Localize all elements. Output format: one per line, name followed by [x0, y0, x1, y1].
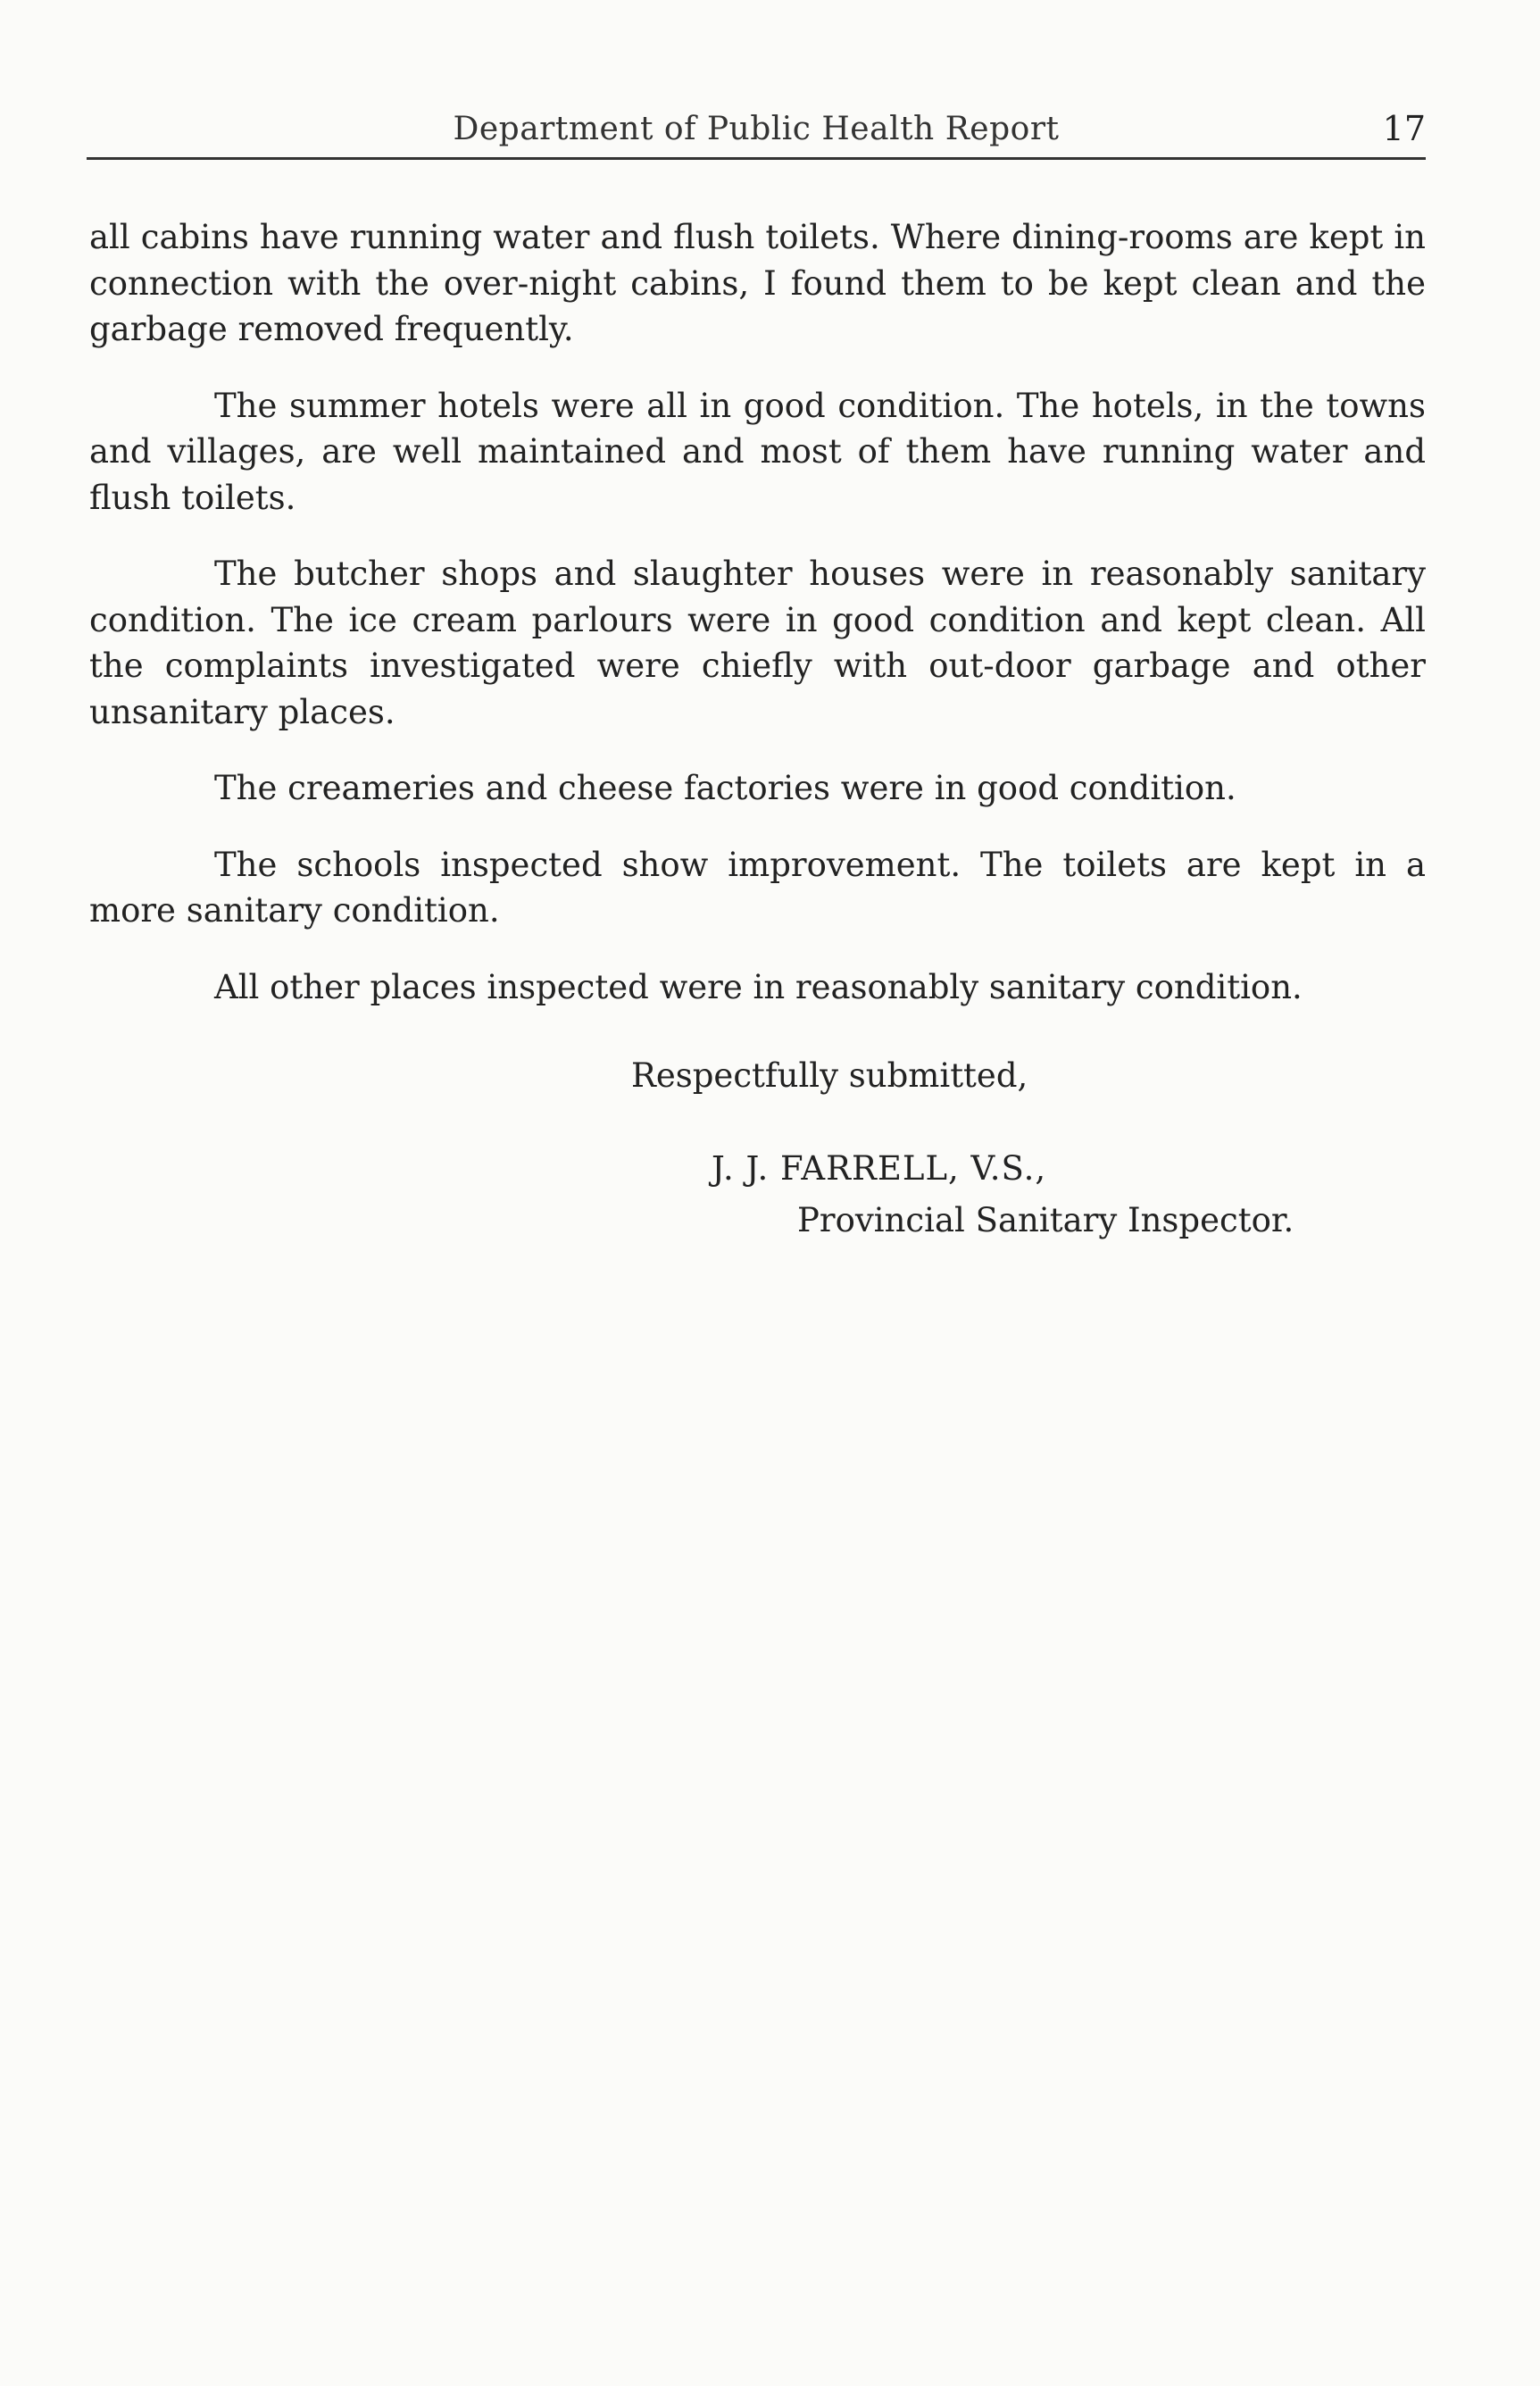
- paragraph-creameries: The creameries and cheese factories were in good condition.: [214, 769, 1236, 807]
- signature-title: Provincial Sanitary Inspector.: [797, 1201, 1294, 1239]
- paragraph-cabins: all cabins have running water and flush toilets. Where dining-rooms are kept in connection with the over-night cabins, I found them to be kept clean and the garbage removed frequently.: [89, 218, 1426, 348]
- paragraph-butcher-shops: The butcher shops and slaughter houses were in reasonably sanitary condition. The ice cream parlours were in good condition and kept clean. All the complaints investigated were chiefly with out-door garbage and other unsanitary places.: [89, 555, 1426, 731]
- paragraph-hotels: The summer hotels were all in good condition. The hotels, in the towns and villages, are well maintained and most of them have running water and flush toilets.: [89, 386, 1426, 517]
- header-rule: [87, 157, 1426, 160]
- page-number: 17: [1382, 109, 1426, 148]
- paragraph-schools: The schools inspected show improvement. The toilets are kept in a more sanitary condition.: [89, 845, 1426, 930]
- report-body: [89, 214, 1426, 1040]
- running-header: [87, 105, 1426, 159]
- signature-name: J. J. FARRELL, V.S.,: [712, 1149, 1047, 1188]
- paragraph-other-places: All other places inspected were in reasonably sanitary condition.: [214, 967, 1303, 1006]
- closing-salutation: Respectfully submitted,: [631, 1056, 1028, 1095]
- header-title: Department of Public Health Report: [453, 111, 1060, 147]
